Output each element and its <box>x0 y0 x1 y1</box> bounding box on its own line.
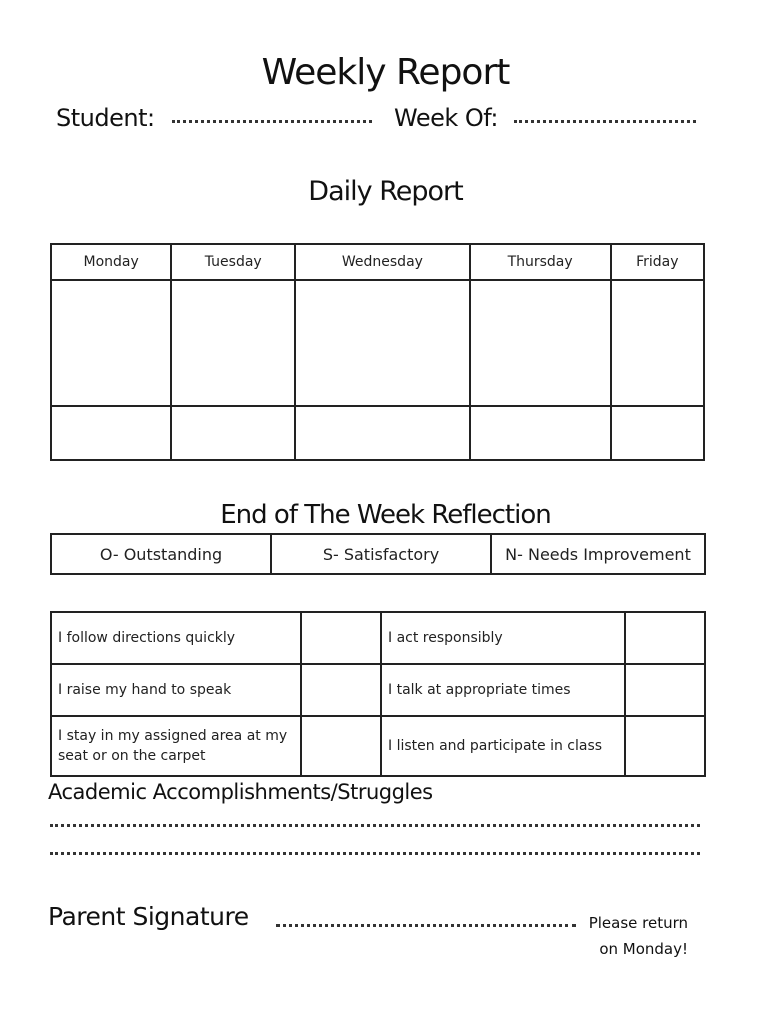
day-header-wednesday: Wednesday <box>295 244 469 280</box>
daily-notes-cell[interactable] <box>470 280 611 406</box>
day-header-friday: Friday <box>611 244 704 280</box>
daily-rating-cell[interactable] <box>171 406 295 460</box>
daily-rating-cell[interactable] <box>51 406 171 460</box>
behavior-table <box>50 611 706 777</box>
behavior-rating-cell[interactable] <box>301 664 381 716</box>
behavior-rating-cell[interactable] <box>625 664 705 716</box>
behavior-item: I act responsibly <box>381 612 625 664</box>
parent-signature-label: Parent Signature <box>48 902 249 931</box>
day-header-tuesday: Tuesday <box>171 244 295 280</box>
behavior-item: I listen and participate in class <box>381 716 625 776</box>
day-header-thursday: Thursday <box>470 244 611 280</box>
behavior-rating-cell[interactable] <box>301 716 381 776</box>
daily-notes-cell[interactable] <box>295 280 469 406</box>
academic-line-2[interactable] <box>50 852 700 855</box>
behavior-rating-cell[interactable] <box>625 612 705 664</box>
behavior-item: I follow directions quickly <box>51 612 301 664</box>
return-note <box>560 910 688 962</box>
day-header-monday: Monday <box>51 244 171 280</box>
behavior-item: I stay in my assigned area at my seat or on the carpet <box>51 716 301 776</box>
behavior-rating-cell[interactable] <box>301 612 381 664</box>
week-of-line[interactable] <box>514 120 696 123</box>
week-of-label: Week Of: <box>394 104 498 132</box>
return-note-line-2: on Monday! <box>599 940 688 958</box>
daily-report-title: Daily Report <box>308 176 463 207</box>
behavior-rating-cell[interactable] <box>625 716 705 776</box>
legend-needs-improvement: N- Needs Improvement <box>491 534 705 574</box>
student-name-line[interactable] <box>172 120 372 123</box>
legend-satisfactory: S- Satisfactory <box>271 534 491 574</box>
daily-report-table <box>50 243 705 461</box>
page-title: Weekly Report <box>261 52 510 93</box>
reflection-title: End of The Week Reflection <box>220 500 551 530</box>
student-label: Student: <box>56 104 155 132</box>
academic-line-1[interactable] <box>50 824 700 827</box>
daily-notes-cell[interactable] <box>611 280 704 406</box>
behavior-item: I talk at appropriate times <box>381 664 625 716</box>
daily-notes-cell[interactable] <box>51 280 171 406</box>
daily-notes-cell[interactable] <box>171 280 295 406</box>
behavior-item: I raise my hand to speak <box>51 664 301 716</box>
rating-legend <box>50 533 706 575</box>
return-note-line-1: Please return <box>588 914 688 932</box>
legend-outstanding: O- Outstanding <box>51 534 271 574</box>
parent-signature-line[interactable] <box>276 924 576 927</box>
daily-rating-cell[interactable] <box>470 406 611 460</box>
academic-label: Academic Accomplishments/Struggles <box>48 780 433 804</box>
daily-rating-cell[interactable] <box>611 406 704 460</box>
daily-rating-cell[interactable] <box>295 406 469 460</box>
